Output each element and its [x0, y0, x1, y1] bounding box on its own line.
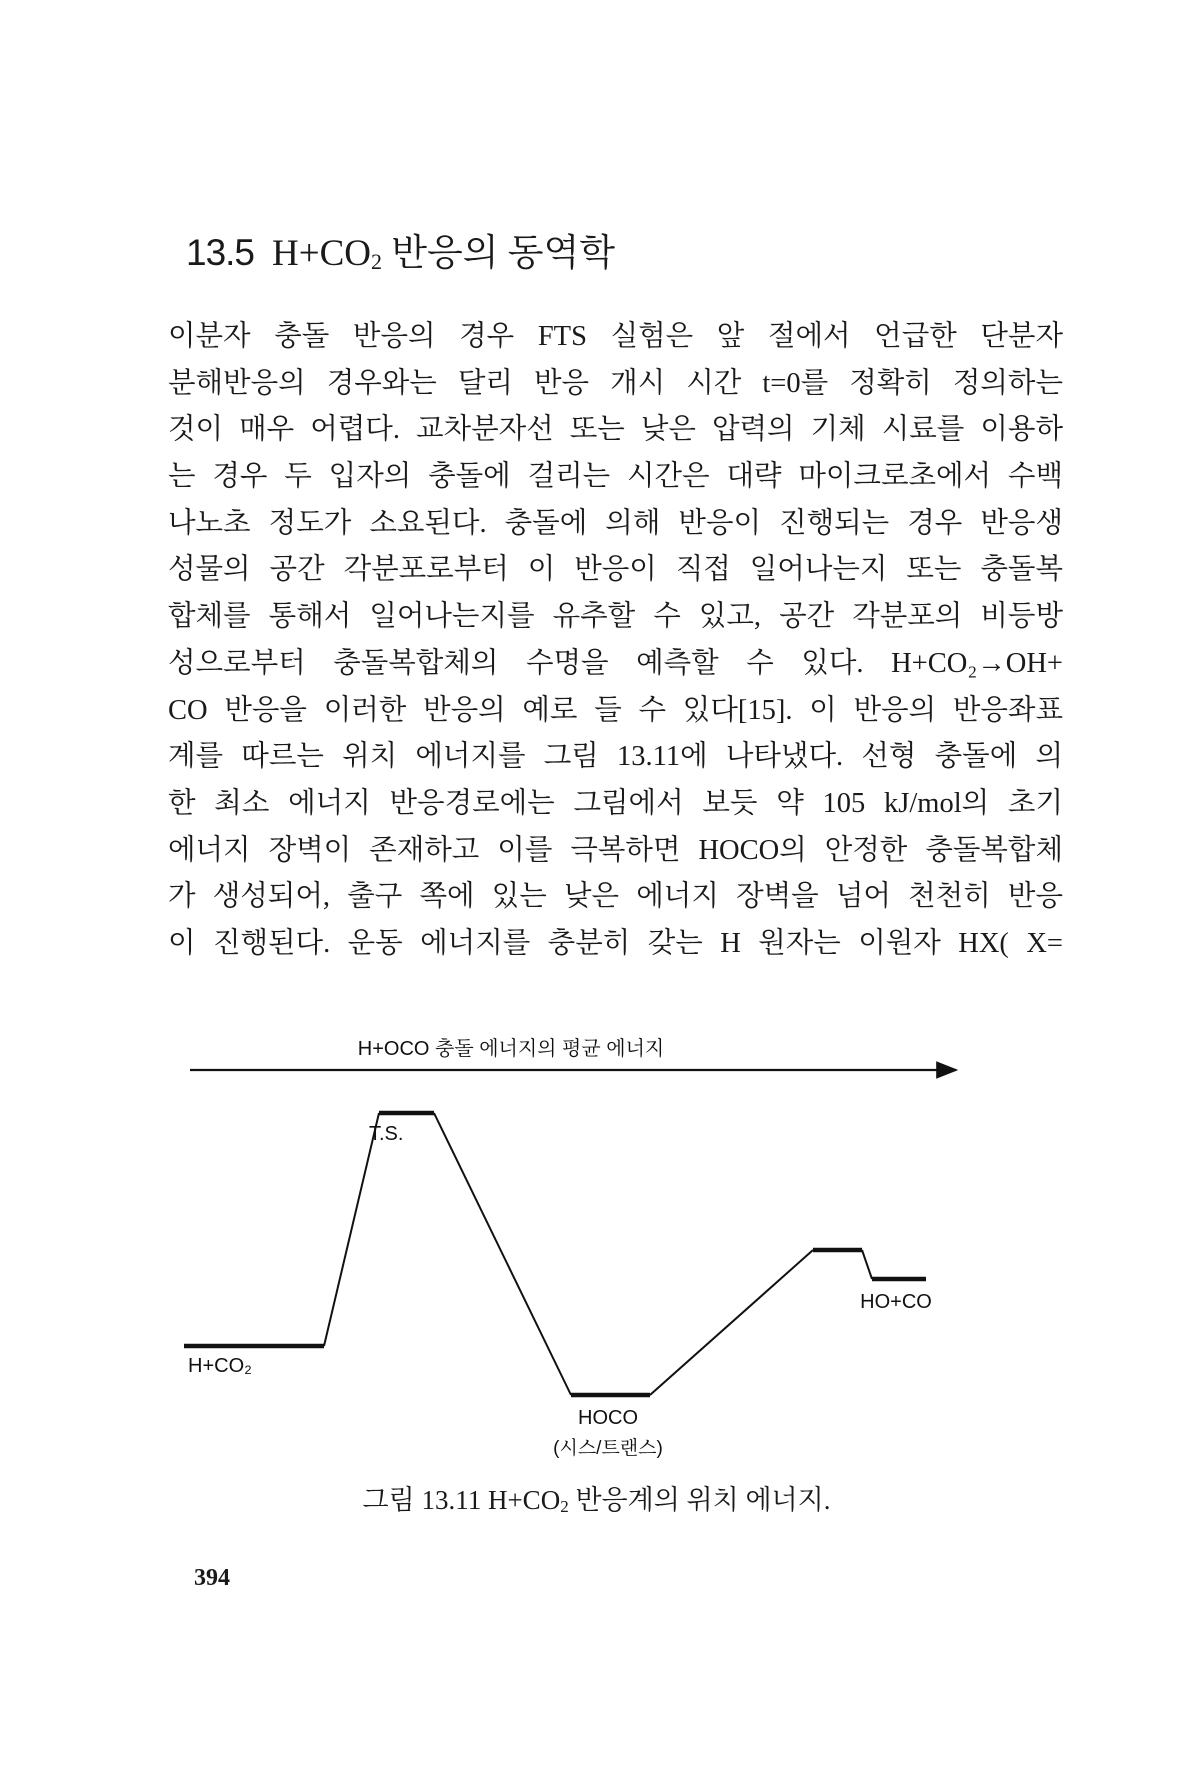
caption-subscript: 2: [560, 1497, 569, 1516]
paragraph-line: 성물의 공간 각분포로부터 이 반응이 직접 일어나는지 또는 충돌복: [168, 554, 1063, 586]
page-number: 394: [194, 1565, 230, 1591]
energy-profile-connector: [324, 1113, 872, 1395]
collision-energy-label: H+OCO 충돌 에너지의 평균 에너지: [357, 1038, 665, 1060]
paragraph-line: 는 경우 두 입자의 충돌에 걸리는 시간은 대략 마이크로초에서 수백: [168, 461, 1063, 493]
paragraph-line: 에너지 장벽이 존재하고 이를 극복하면 HOCO의 안정한 충돌복합체: [168, 834, 1063, 866]
section-heading: [186, 222, 615, 276]
transition-state-label: T.S.: [369, 1123, 404, 1145]
hoco-isomer-note: (시스/트랜스): [553, 1438, 663, 1459]
paragraph-line: 합체를 통해서 일어나는지를 유추할 수 있고, 공간 각분포의 비등방: [168, 601, 1063, 633]
caption-suffix: 반응계의 위치 에너지.: [568, 1485, 831, 1515]
paragraph-line: 나노초 정도가 소요된다. 충돌에 의해 반응이 진행되는 경우 반응생: [168, 507, 1063, 539]
paragraph-line: 한 최소 에너지 반응경로에는 그림에서 보듯 약 105 kJ/mol의 초기: [168, 787, 1063, 819]
paragraph-line: 것이 매우 어렵다. 교차분자선 또는 낮은 압력의 기체 시료를 이용하: [168, 414, 1063, 446]
caption-prefix: 그림 13.11 H+CO: [362, 1485, 561, 1515]
section-title-subscript: 2: [371, 249, 383, 274]
body-paragraph: [168, 314, 1063, 968]
paragraph-line: 계를 따르는 위치 에너지를 그림 13.11에 나타냈다. 선형 충돌에 의: [168, 741, 1063, 773]
section-title-prefix: H+CO: [272, 233, 372, 274]
product-label: HO+CO: [860, 1291, 932, 1313]
section-number: 13.5: [186, 232, 255, 273]
potential-energy-diagram: [176, 1030, 1076, 1490]
hoco-label: HOCO: [578, 1407, 638, 1429]
section-title-suffix: 반응의 동역학: [382, 233, 615, 274]
paragraph-line: 가 생성되어, 출구 쪽에 있는 낮은 에너지 장벽을 넘어 천천히 반응: [168, 881, 1063, 913]
figure-caption: [0, 1478, 1193, 1517]
paragraph-line: 이 진행된다. 운동 에너지를 충분히 갖는 H 원자는 이원자 HX( X=: [168, 927, 1063, 959]
paragraph-line: 이분자 충돌 반응의 경우 FTS 실험은 앞 절에서 언급한 단분자: [168, 321, 1063, 352]
reactant-label: H+CO₂: [188, 1355, 252, 1377]
paragraph-line: CO 반응을 이러한 반응의 예로 들 수 있다[15]. 이 반응의 반응좌표: [168, 694, 1063, 726]
paragraph-line: 분해반응의 경우와는 달리 반응 개시 시간 t=0를 정확히 정의하는: [168, 367, 1063, 399]
paragraph-line: 성으로부터 충돌복합체의 수명을 예측할 수 있다. H+CO₂→OH+: [168, 647, 1063, 679]
